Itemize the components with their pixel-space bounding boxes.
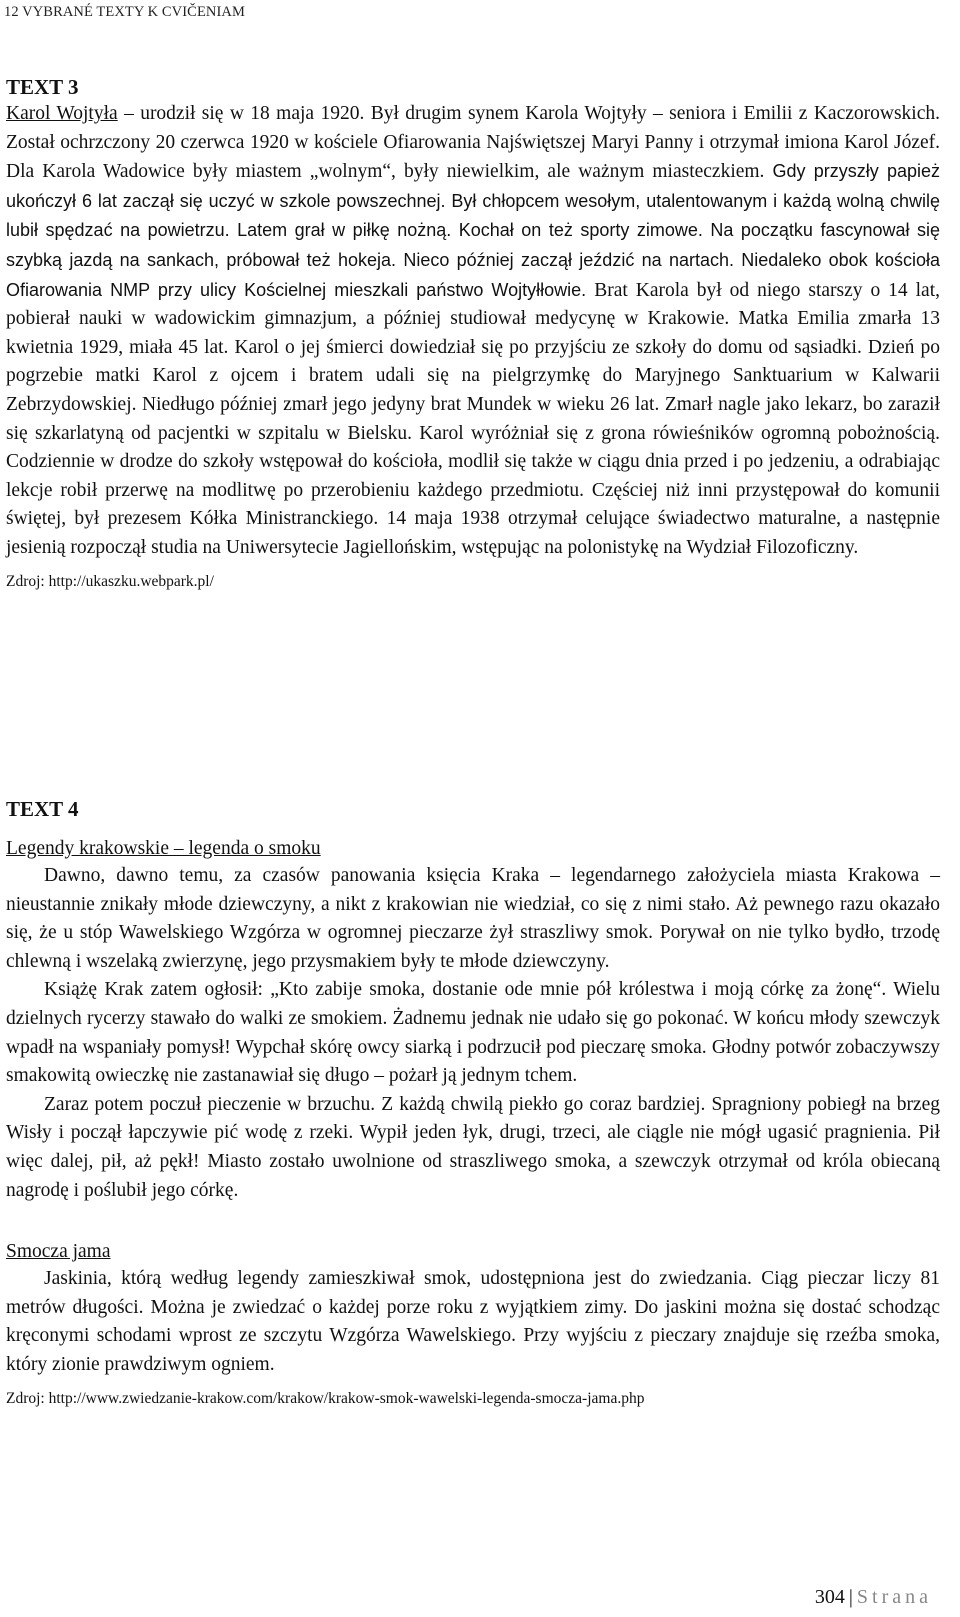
text-4-source: Zdroj: http://www.zwiedzanie-krakow.com/krakow/krakow-smok-wawelski-legenda-smocza-jama.php	[6, 1389, 645, 1407]
text-4-paragraph: Dawno, dawno temu, za czasów panowania księcia Kraka – legendarnego założyciela miasta Krakowa – nieustannie znikały młode dziewczyny, a nikt z krakowian nie wiedział, co się z nimi stało. Aż pewnego razu okazało się, że u stóp Wawelskiego Wzgórza w ogromnej pieczarze żył straszliwy smok. Porywał on nie tylko bydło, trzodę chlewną i wszelaką zwierzynę, jego przysmakiem były te młode dziewczyny.	[6, 865, 940, 972]
text-3-part-3: Brat Karola był od niego starszy o 14 lat, pobierał nauki w wadowickim gimnazjum, a później studiował medycynę w Krakowie. Matka Emilia zmarła 13 kwietnia 1929, miała 45 lat. Karol o jej śmierci dowiedział się po przyjściu ze szkoły do domu od sąsiadki.	[6, 279, 940, 358]
text-3-part-4: Dzień po pogrzebie matki Karol z ojcem i bratem udali się na pielgrzymkę do Maryjnego Sanktuarium w Kalwarii Zebrzydowskiej. Niedługo później zmarł jego jedyny brat Mundek w wieku 26 lat. Zmarł nagle jako lekarz, bo zaraził się szkarlatyną od pacjentki w szpitalu w Bielsku. Karol wyróżniał się z grona rówieśników ogromną pobożnością. Codziennie w drodze do szkoły wstępował do kościoła, modlił się także w ciągu dnia przed i po jedzeniu, a odrabiając lekcje robił przerwę na modlitwę po przerobieniu każdego przedmiotu. Częściej niż inni przystępował do komunii świętej, był prezesem Kółka Ministranckiego. 14 maja 1938 otrzymał celujące świadectwo maturalne, a następnie jesienią rozpoczął studia na Uniwersytecie Jagiellońskim, wstępując na polonistykę na Wydział Filozoficzny.	[6, 336, 940, 558]
text-3-source: Zdroj: http://ukaszku.webpark.pl/	[6, 572, 214, 590]
page-header: 12 VYBRANÉ TEXTY K CVIČENIAM	[4, 4, 245, 20]
text-4-section	[6, 796, 940, 1410]
text-3-name: Karol Wojtyła	[6, 103, 118, 124]
text-3-section	[6, 74, 940, 593]
page-label: Strana	[856, 1586, 932, 1608]
text-4-paragraph: Zaraz potem poczuł pieczenie w brzuchu. Z każdą chwilą piekło go coraz bardziej. Spragniony pobiegł na brzeg Wisły i począł łapczywie pić wodę z rzeki. Wypił jeden łyk, drugi, trzeci, ale ciągle nie mógł ugasić pragnienia. Pił więc dalej, pił, aż pękł! Miasto zostało uwolnione od straszliwego smoka, a szewczyk otrzymał od króla obiecaną nagrodę i poślubił jego córkę.	[6, 1093, 940, 1201]
text-3-part-2: Gdy przyszły papież ukończył 6 lat zaczął się uczyć w szkole powszechnej. Był chłopcem wesołym, utalentowanym i każdą wolną chwilę lubił spędzać na powietrzu. Latem grał w piłkę nożną. Kochał on też sporty zimowe. Na początku fascynował się szybką jazdą na sankach, próbował też hokeja. Nieco później zaczął jeździć na nartach. Niedaleko obok kościoła Ofiarowania NMP przy ulicy Kościelnej mieszkali państwo Wojtyłłowie.	[6, 161, 940, 300]
footer-separator: |	[848, 1586, 853, 1608]
text-3-part-1: – urodził się w 18 maja 1920. Był drugim synem Karola Wojtyły – seniora i Emilii z Kaczorowskich. Został ochrzczony 20 czerwca 1920 w kościele Ofiarowania Najświętszej Maryi Panny i otrzymał imiona Karol Józef. Dla Karola Wadowice były miastem „wolnym“, były niewielkim, ale ważnym miasteczkiem.	[6, 103, 940, 183]
text-4-subtitle-2: Smocza jama	[6, 1241, 111, 1263]
text-4-subtitle: Legendy krakowskie – legenda o smoku	[6, 838, 321, 859]
text-3-body	[6, 100, 940, 563]
text-4-title: TEXT 4	[6, 797, 79, 821]
text-4-paragraph-2: Jaskinia, którą według legendy zamieszkiwał smok, udostępniona jest do zwiedzania. Ciąg pieczar liczy 81 metrów długości. Można je zwiedzać o każdej porze roku z wyjątkiem zimy. Do jaskini można się dostać schodząc kręconymi schodami wprost ze szczytu Wzgórza Wawelskiego. Przy wyjściu z pieczary znajduje się rzeźba smoka, który zionie prawdziwym ogniem.	[6, 1268, 940, 1375]
text-3-title: TEXT 3	[6, 75, 79, 99]
page-footer	[815, 1586, 932, 1609]
page-number: 304	[814, 1586, 845, 1608]
text-4-paragraph: Książę Krak zatem ogłosił: „Kto zabije smoka, dostanie ode mnie pół królestwa i moją córkę za żonę“. Wielu dzielnych rycerzy stawało do walki ze smokiem. Żadnemu jednak nie udało się go pokonać. W końcu młody szewczyk wpadł na wspaniały pomysł! Wypchał skórę owcy siarką i podrzucił pod pieczarę smoka. Głodny potwór zobaczywszy smakowitą owieczkę nie zastanawiał się długo – pożarł ją jednym tchem.	[6, 979, 940, 1087]
